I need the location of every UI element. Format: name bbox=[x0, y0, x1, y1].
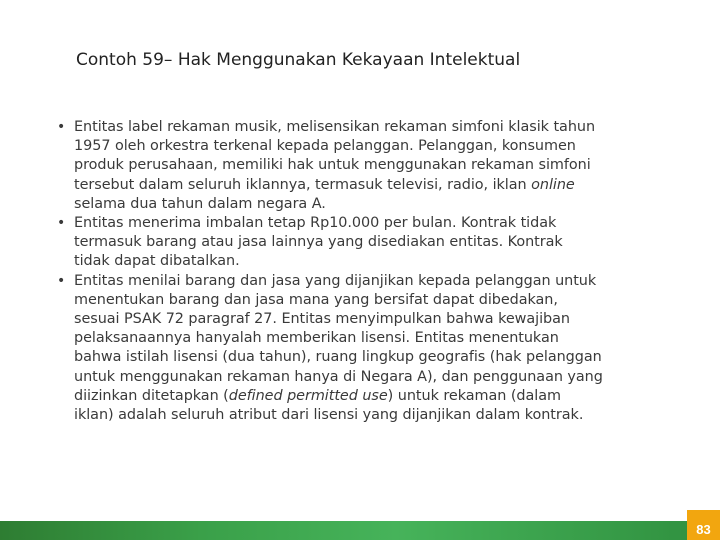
bullet-list bbox=[57, 118, 697, 425]
italic-term: defined permitted use bbox=[228, 387, 388, 404]
bullet-line: produk perusahaan, memiliki hak untuk menggunakan rekaman simfoni bbox=[74, 157, 591, 174]
bullet-line: 1957 oleh orkestra terkenal kepada pelanggan. Pelanggan, konsumen bbox=[74, 138, 576, 155]
bullet-line: Entitas label rekaman musik, melisensikan rekaman simfoni klasik tahun bbox=[74, 119, 596, 135]
bullet-line: iklan) adalah seluruh atribut dari lisensi yang dijanjikan dalam kontrak. bbox=[74, 407, 584, 424]
page-number: 83 bbox=[696, 522, 711, 537]
bullet-line: selama dua tahun dalam negara A. bbox=[74, 195, 326, 212]
bullet-item bbox=[57, 118, 697, 214]
bullet-line: bahwa istilah lisensi (dua tahun), ruang lingkup geografis (hak pelanggan bbox=[74, 349, 602, 366]
bullet-line: tidak dapat dibatalkan. bbox=[74, 253, 240, 270]
bullet-line: menentukan barang dan jasa mana yang bersifat dapat dibedakan, bbox=[74, 291, 558, 308]
bullet-line: pelaksanaannya hanyalah memberikan lisensi. Entitas menentukan bbox=[74, 330, 559, 347]
bullet-line: Entitas menilai barang dan jasa yang dijanjikan kepada pelanggan untuk bbox=[74, 272, 597, 289]
bullet-item bbox=[57, 272, 697, 426]
bullet-marker: • bbox=[57, 272, 66, 289]
bullet-line: untuk menggunakan rekaman hanya di Negara A), dan penggunaan yang bbox=[74, 368, 603, 385]
footer-bar bbox=[0, 521, 720, 540]
italic-term: online bbox=[531, 176, 575, 193]
bullet-marker: • bbox=[57, 215, 66, 232]
bullet-line: diizinkan ditetapkan (defined permitted use) untuk rekaman (dalam bbox=[74, 387, 561, 404]
bullet-marker: • bbox=[57, 119, 66, 135]
bullet-line: tersebut dalam seluruh iklannya, termasuk televisi, radio, iklan online bbox=[74, 176, 575, 193]
page-number-badge bbox=[687, 510, 720, 540]
bullet-line: termasuk barang atau jasa lainnya yang disediakan entitas. Kontrak bbox=[74, 234, 563, 251]
bullet-line: sesuai PSAK 72 paragraf 27. Entitas menyimpulkan bahwa kewajiban bbox=[74, 311, 570, 328]
bullet-line: Entitas menerima imbalan tetap Rp10.000 per bulan. Kontrak tidak bbox=[74, 215, 557, 232]
bullet-item bbox=[57, 214, 697, 272]
slide-title: Contoh 59– Hak Menggunakan Kekayaan Intelektual bbox=[76, 50, 521, 70]
